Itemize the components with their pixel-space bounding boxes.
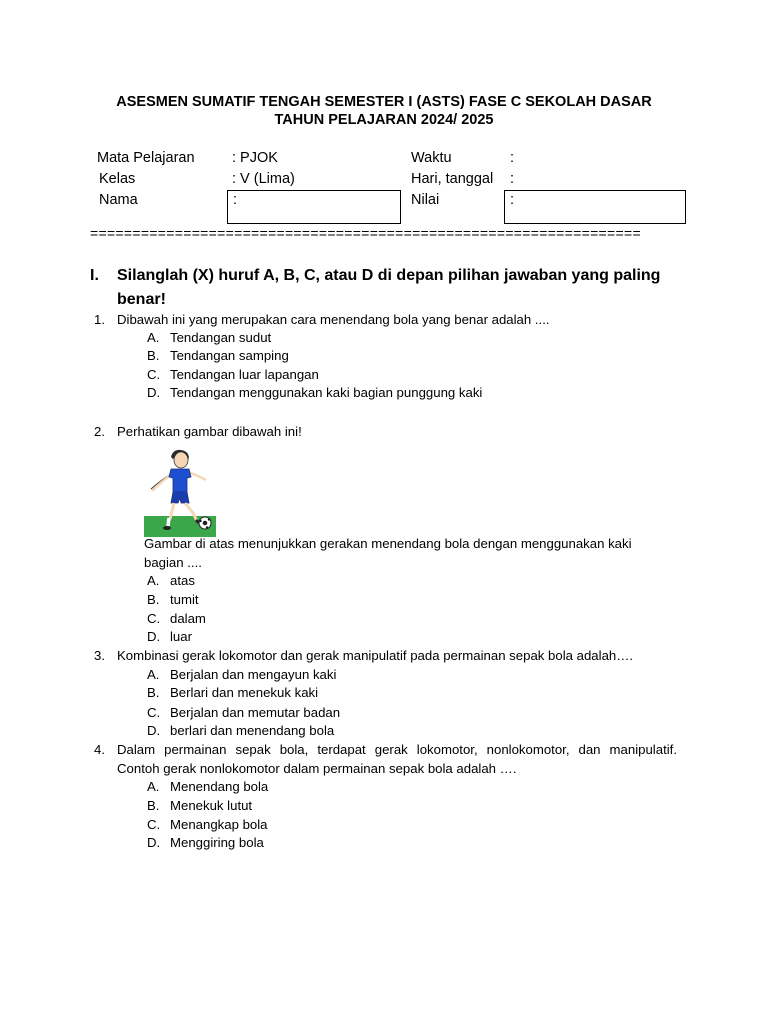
option-letter[interactable]: D. (147, 723, 161, 738)
option-letter[interactable]: C. (147, 817, 161, 832)
soccer-kick-illustration (143, 447, 217, 539)
option-text: Berjalan dan memutar badan (170, 705, 341, 720)
question-number: 3. (94, 648, 105, 663)
option-text: Menekuk lutut (170, 798, 253, 813)
kelas-label: Kelas (99, 171, 136, 187)
question-number: 4. (94, 742, 105, 757)
option-text: berlari dan menendang bola (170, 723, 335, 738)
nilai-box[interactable] (504, 190, 686, 224)
kelas-value: : V (Lima) (232, 171, 295, 187)
nama-value: : (233, 192, 238, 208)
question-text: Kombinasi gerak lokomotor dan gerak manipulatif pada permainan sepak bola adalah…. (117, 648, 634, 663)
option-text: tumit (170, 592, 199, 607)
question-text: Dalam permainan sepak bola, terdapat gerak lokomotor, nonlokomotor, dan manipulatif. (117, 742, 677, 757)
nilai-value: : (510, 192, 515, 208)
mapel-label: Mata Pelajaran (97, 150, 195, 166)
option-letter[interactable]: A. (147, 573, 160, 588)
option-letter[interactable]: B. (147, 798, 160, 813)
hari-value: : (510, 171, 515, 187)
question-text-continued: Gambar di atas menunjukkan gerakan menendang bola dengan menggunakan kaki (144, 536, 632, 551)
waktu-value: : (510, 150, 515, 166)
option-letter[interactable]: A. (147, 779, 160, 794)
option-text: Tendangan sudut (170, 330, 272, 345)
section-instruction-line1: Silanglah (X) huruf A, B, C, atau D di depan pilihan jawaban yang paling (117, 267, 661, 284)
option-letter[interactable]: A. (147, 330, 160, 345)
exam-title-line1: ASESMEN SUMATIF TENGAH SEMESTER I (ASTS) FASE C SEKOLAH DASAR (116, 94, 652, 110)
option-letter[interactable]: D. (147, 835, 161, 850)
option-text: Menendang bola (170, 779, 269, 794)
option-text: Tendangan menggunakan kaki bagian punggung kaki (170, 385, 483, 400)
question-text: Perhatikan gambar dibawah ini! (117, 424, 302, 439)
option-letter[interactable]: A. (147, 667, 160, 682)
section-number: I. (90, 267, 99, 284)
option-text: atas (170, 573, 195, 588)
exam-title-line2: TAHUN PELAJARAN 2024/ 2025 (274, 112, 494, 128)
option-letter[interactable]: C. (147, 611, 161, 626)
option-text: Menangkap bola (170, 817, 268, 832)
separator-line: ================================================================= (90, 225, 641, 241)
question-text: Dibawah ini yang merupakan cara menendang bola yang benar adalah .... (117, 312, 550, 327)
hari-label: Hari, tanggal (411, 171, 494, 187)
option-letter[interactable]: C. (147, 705, 161, 720)
question-text-continued: Contoh gerak nonlokomotor dalam permainan sepak bola adalah …. (117, 761, 517, 776)
nama-box[interactable] (227, 190, 401, 224)
option-letter[interactable]: B. (147, 348, 160, 363)
question-number: 1. (94, 312, 105, 327)
option-text: Menggiring bola (170, 835, 264, 850)
question-number: 2. (94, 424, 105, 439)
option-text: luar (170, 629, 192, 644)
nama-label: Nama (99, 192, 138, 208)
section-instruction-line2: benar! (117, 291, 166, 308)
waktu-label: Waktu (411, 150, 452, 166)
option-letter[interactable]: D. (147, 629, 161, 644)
option-text: Tendangan samping (170, 348, 289, 363)
nilai-label: Nilai (411, 192, 440, 208)
mapel-value: : PJOK (232, 150, 278, 166)
option-text: Berlari dan menekuk kaki (170, 685, 319, 700)
option-text: dalam (170, 611, 206, 626)
question-text-continued: bagian .... (144, 555, 202, 570)
option-letter[interactable]: C. (147, 367, 161, 382)
option-letter[interactable]: B. (147, 592, 160, 607)
option-text: Tendangan luar lapangan (170, 367, 319, 382)
option-text: Berjalan dan mengayun kaki (170, 667, 337, 682)
option-letter[interactable]: D. (147, 385, 161, 400)
option-letter[interactable]: B. (147, 685, 160, 700)
